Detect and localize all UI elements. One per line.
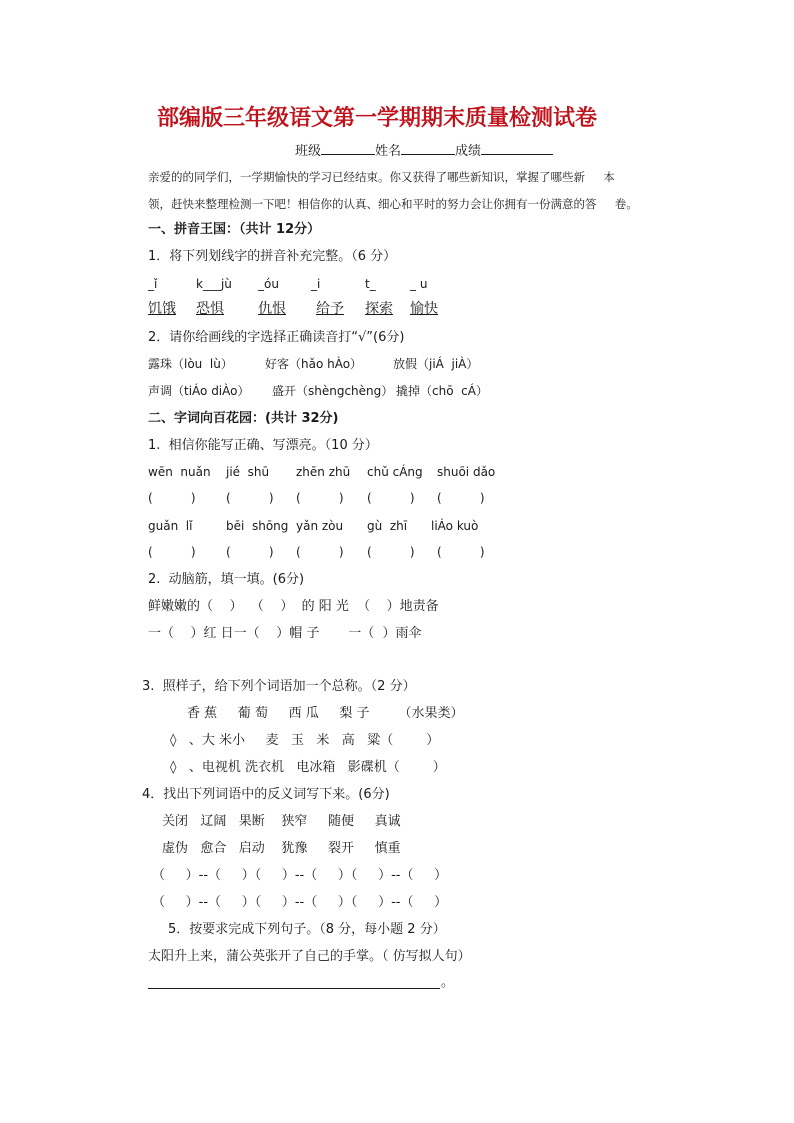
q4-words-1: 关闭 辽阔 果断 狭窄 随便 真诚 — [162, 814, 401, 829]
section2-heading: 二、字词向百花园：(共计 32分) — [148, 411, 339, 426]
pinyin-blank[interactable]: _ u — [410, 277, 428, 291]
word: 探索 — [365, 301, 393, 317]
answer-paren[interactable]: ( ) — [148, 491, 196, 505]
q3-line-2[interactable]: ◊ 、电视机 洗衣机 电冰箱 影碟机（ ） — [170, 760, 446, 775]
class-label: 班级 — [295, 144, 322, 159]
name-blank[interactable] — [401, 142, 455, 155]
s2-question-1: 1. 相信你能写正确、写漂亮。（10 分） — [148, 438, 378, 453]
answer-paren[interactable]: ( ) — [437, 545, 485, 559]
reading-choice[interactable]: 撬掉（chō cÁ） — [396, 384, 488, 398]
pinyin: liÁo kuò — [431, 519, 479, 533]
pinyin-blank[interactable]: _i — [311, 277, 321, 291]
class-blank[interactable] — [321, 142, 375, 155]
s1-question-2: 2．请你给画线的字选择正确读音打“√”(6分) — [148, 330, 405, 345]
word: 饥饿 — [148, 301, 176, 317]
pinyin: chǔ cÁng — [367, 465, 423, 479]
reading-choice[interactable]: 声调（tiÁo diÀo） — [148, 384, 250, 398]
pinyin: gù zhī — [367, 519, 408, 533]
s2-question-4: 4．找出下列词语中的反义词写下来。(6分) — [142, 787, 390, 802]
q2-row-1 — [148, 356, 528, 372]
pinyin: wēn nuǎn — [148, 465, 211, 479]
answer-paren[interactable]: ( ) — [296, 491, 344, 505]
reading-choice[interactable]: 盛开（shèngchèng） — [272, 384, 394, 398]
pinyin-row-1 — [148, 464, 508, 480]
pinyin: jié shū — [226, 465, 270, 479]
reading-choice[interactable]: 好客（hǎo hÀo） — [265, 357, 363, 371]
s2-question-5: 5．按要求完成下列句子。（8 分，每小题 2 分） — [168, 922, 446, 937]
word: 仇恨 — [258, 301, 286, 317]
word: 愉快 — [410, 301, 438, 317]
pinyin-row-2 — [148, 518, 508, 534]
q1-pinyin-row — [148, 276, 468, 292]
pinyin: shuōi dǎo — [437, 465, 496, 479]
score-label: 成绩 — [455, 144, 482, 159]
answer-paren[interactable]: ( ) — [437, 491, 485, 505]
intro-line-1: 亲爱的的同学们，一学期愉快的学习已经结束。你又获得了哪些新知识，掌握了哪些新 本 — [148, 170, 615, 184]
answer-paren[interactable]: ( ) — [226, 491, 274, 505]
q2-row-2 — [148, 383, 528, 399]
answer-line[interactable] — [148, 988, 440, 989]
s1-question-1: 1．将下列划线字的拼音补充完整。（6 分） — [148, 249, 397, 264]
q3-line-1[interactable]: ◊ 、大 米小 麦 玉 米 高 粱（ ） — [170, 733, 440, 748]
intro-line-2: 领，赶快来整理检测一下吧！相信你的认真、细心和平时的努力会让你拥有一份满意的答 卷。 — [148, 197, 638, 211]
pinyin-blank[interactable]: _óu — [258, 277, 279, 291]
exam-title: 部编版三年级语文第一学期期末质量检测试卷 — [157, 105, 598, 131]
fill-line-1[interactable]: 鲜嫩嫩的（ ） （ ） 的 阳 光 （ ）地责备 — [148, 599, 439, 614]
pinyin-blank[interactable]: t_ — [365, 277, 376, 291]
antonym-pairs-2[interactable]: （ ）--（ ）（ ）--（ ）（ ）--（ ） — [152, 895, 448, 910]
answer-paren[interactable]: ( ) — [367, 491, 415, 505]
s2-question-3: 3. 照样子，给下列个词语加一个总称。（2 分） — [142, 679, 416, 694]
q3-example: 香 蕉 葡 萄 西 瓜 梨 子 （水果类） — [187, 706, 464, 721]
score-blank[interactable] — [481, 142, 553, 155]
answer-row-2 — [148, 544, 508, 560]
q1-words-row — [148, 301, 468, 319]
answer-paren[interactable]: ( ) — [296, 545, 344, 559]
pinyin: bēi shōng — [226, 519, 289, 533]
section1-heading: 一、拼音王国：（共计 12分） — [148, 222, 321, 237]
answer-paren[interactable]: ( ) — [148, 545, 196, 559]
antonym-pairs-1[interactable]: （ ）--（ ）（ ）--（ ）（ ）--（ ） — [152, 868, 448, 883]
s2-question-2: 2. 动脑筋，填一填。(6分) — [148, 572, 305, 587]
answer-paren[interactable]: ( ) — [367, 545, 415, 559]
student-info — [295, 142, 553, 161]
word: 恐惧 — [196, 301, 224, 317]
name-label: 姓名 — [375, 144, 402, 159]
answer-paren[interactable]: ( ) — [226, 545, 274, 559]
sentence-end-mark: 。 — [441, 975, 455, 990]
reading-choice[interactable]: 放假（jiÁ jiÀ） — [393, 357, 479, 371]
pinyin-blank[interactable]: k___jù — [196, 277, 232, 291]
pinyin: yǎn zòu — [296, 519, 344, 533]
word: 给予 — [316, 301, 344, 317]
fill-line-2[interactable]: 一（ ）红 日一（ ）帽 子 一（ ）雨伞 — [148, 626, 422, 641]
pinyin: zhēn zhū — [296, 465, 351, 479]
pinyin-blank[interactable]: _ǐ — [148, 277, 158, 291]
reading-choice[interactable]: 露珠（lòu lù） — [148, 357, 233, 371]
q4-words-2: 虚伪 愈合 启动 犹豫 裂开 慎重 — [162, 841, 401, 856]
answer-row-1 — [148, 490, 508, 506]
q5-sentence: 太阳升上来，蒲公英张开了自己的手掌。（ 仿写拟人句） — [148, 949, 471, 964]
pinyin: guǎn lǐ — [148, 519, 193, 533]
